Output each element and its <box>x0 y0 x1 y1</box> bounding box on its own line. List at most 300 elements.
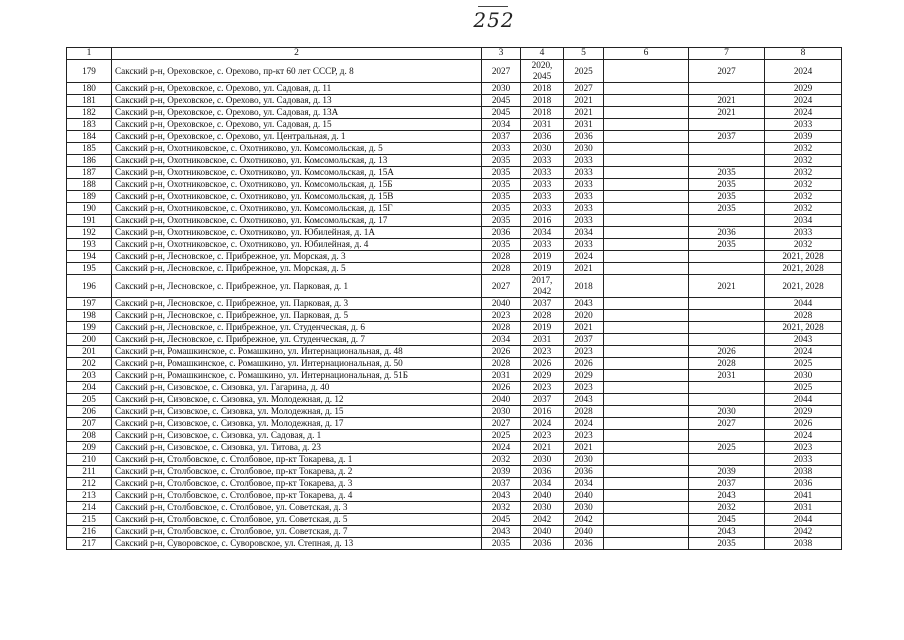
row-number: 206 <box>67 406 112 418</box>
table-row <box>67 514 842 526</box>
row-number: 183 <box>67 119 112 131</box>
col7-cell <box>689 454 765 466</box>
table-row <box>67 119 842 131</box>
col6-cell <box>604 382 689 394</box>
col8-cell: 2024 <box>765 107 842 119</box>
col3-cell: 2028 <box>482 263 521 275</box>
col8-cell: 2032 <box>765 143 842 155</box>
row-number: 188 <box>67 179 112 191</box>
col5-cell: 2034 <box>564 478 604 490</box>
col3-cell: 2045 <box>482 95 521 107</box>
col-header-7: 7 <box>689 48 765 60</box>
col6-cell <box>604 251 689 263</box>
col3-cell: 2028 <box>482 251 521 263</box>
col5-cell: 2033 <box>564 167 604 179</box>
col8-cell: 2032 <box>765 155 842 167</box>
col7-cell: 2028 <box>689 358 765 370</box>
col-header-5: 5 <box>564 48 604 60</box>
address-cell: Сакский р-н, Ромашкинское, с. Ромашкино, ул. Интернациональная, д. 48 <box>112 346 482 358</box>
col4-cell: 2019 <box>521 263 564 275</box>
col5-cell: 2033 <box>564 203 604 215</box>
col5-cell: 2033 <box>564 155 604 167</box>
col3-cell: 2026 <box>482 346 521 358</box>
col6-cell <box>604 454 689 466</box>
table-row <box>67 346 842 358</box>
col7-cell: 2035 <box>689 203 765 215</box>
col5-cell: 2021 <box>564 442 604 454</box>
col3-cell: 2028 <box>482 358 521 370</box>
col3-cell: 2035 <box>482 215 521 227</box>
address-cell: Сакский р-н, Охотниковское, с. Охотниково, ул. Юбилейная, д. 1А <box>112 227 482 239</box>
col8-cell: 2024 <box>765 346 842 358</box>
address-cell: Сакский р-н, Охотниковское, с. Охотниково, ул. Комсомольская, д. 15Б <box>112 179 482 191</box>
table-row <box>67 275 842 298</box>
table-row <box>67 310 842 322</box>
col5-cell: 2027 <box>564 83 604 95</box>
col4-cell: 2036 <box>521 131 564 143</box>
col3-cell: 2040 <box>482 298 521 310</box>
table-row <box>67 263 842 275</box>
col4-cell: 2033 <box>521 179 564 191</box>
col3-cell: 2039 <box>482 466 521 478</box>
address-cell: Сакский р-н, Ореховское, с. Орехово, ул. Садовая, д. 13 <box>112 95 482 107</box>
row-number: 205 <box>67 394 112 406</box>
col6-cell <box>604 155 689 167</box>
address-cell: Сакский р-н, Сизовское, с. Сизовка, ул. Титова, д. 23 <box>112 442 482 454</box>
col8-cell: 2042 <box>765 526 842 538</box>
col4-cell: 2021 <box>521 442 564 454</box>
table-row <box>67 502 842 514</box>
table-row <box>67 203 842 215</box>
col3-cell: 2025 <box>482 430 521 442</box>
col3-cell: 2043 <box>482 490 521 502</box>
address-cell: Сакский р-н, Сизовское, с. Сизовка, ул. Гагарина, д. 40 <box>112 382 482 394</box>
col5-cell: 2023 <box>564 346 604 358</box>
col8-cell: 2036 <box>765 478 842 490</box>
col6-cell <box>604 107 689 119</box>
col8-cell: 2021, 2028 <box>765 251 842 263</box>
row-number: 208 <box>67 430 112 442</box>
col7-cell: 2045 <box>689 514 765 526</box>
col8-cell: 2038 <box>765 466 842 478</box>
col6-cell <box>604 119 689 131</box>
col4-cell: 2023 <box>521 430 564 442</box>
col7-cell: 2031 <box>689 370 765 382</box>
col8-cell: 2029 <box>765 83 842 95</box>
table-row <box>67 167 842 179</box>
row-number: 189 <box>67 191 112 203</box>
col5-cell: 2021 <box>564 107 604 119</box>
address-cell: Сакский р-н, Столбовское, с. Столбовое, ул. Советская, д. 3 <box>112 502 482 514</box>
col8-cell: 2024 <box>765 95 842 107</box>
col6-cell <box>604 442 689 454</box>
col7-cell <box>689 298 765 310</box>
address-cell: Сакский р-н, Ореховское, с. Орехово, ул. Садовая, д. 11 <box>112 83 482 95</box>
col-header-4: 4 <box>521 48 564 60</box>
col6-cell <box>604 514 689 526</box>
row-number: 213 <box>67 490 112 502</box>
col8-cell: 2033 <box>765 454 842 466</box>
col8-cell: 2043 <box>765 334 842 346</box>
col6-cell <box>604 466 689 478</box>
table-row <box>67 155 842 167</box>
table-body <box>67 60 842 550</box>
address-cell: Сакский р-н, Ореховское, с. Орехово, пр-кт 60 лет СССР, д. 8 <box>112 60 482 83</box>
col3-cell: 2035 <box>482 538 521 550</box>
col6-cell <box>604 215 689 227</box>
col7-cell <box>689 155 765 167</box>
row-number: 196 <box>67 275 112 298</box>
col6-cell <box>604 346 689 358</box>
col4-cell: 2024 <box>521 418 564 430</box>
col6-cell <box>604 227 689 239</box>
col7-cell <box>689 310 765 322</box>
address-cell: Сакский р-н, Охотниковское, с. Охотниково, ул. Комсомольская, д. 15А <box>112 167 482 179</box>
data-table <box>66 47 842 550</box>
col6-cell <box>604 322 689 334</box>
col7-cell: 2021 <box>689 107 765 119</box>
col4-cell: 2019 <box>521 322 564 334</box>
row-number: 207 <box>67 418 112 430</box>
col3-cell: 2032 <box>482 454 521 466</box>
col8-cell: 2029 <box>765 406 842 418</box>
col8-cell: 2024 <box>765 60 842 83</box>
col5-cell: 2036 <box>564 538 604 550</box>
col7-cell <box>689 215 765 227</box>
col6-cell <box>604 370 689 382</box>
col3-cell: 2037 <box>482 478 521 490</box>
address-cell: Сакский р-н, Сизовское, с. Сизовка, ул. Молодежная, д. 12 <box>112 394 482 406</box>
col7-cell: 2043 <box>689 490 765 502</box>
col7-cell: 2037 <box>689 131 765 143</box>
row-number: 197 <box>67 298 112 310</box>
address-cell: Сакский р-н, Охотниковское, с. Охотниково, ул. Комсомольская, д. 13 <box>112 155 482 167</box>
col6-cell <box>604 478 689 490</box>
address-cell: Сакский р-н, Лесновское, с. Прибрежное, ул. Парковая, д. 3 <box>112 298 482 310</box>
col5-cell: 2033 <box>564 215 604 227</box>
col5-cell: 2043 <box>564 394 604 406</box>
col6-cell <box>604 167 689 179</box>
col4-cell: 2016 <box>521 215 564 227</box>
col5-cell: 2033 <box>564 179 604 191</box>
row-number: 192 <box>67 227 112 239</box>
table-row <box>67 430 842 442</box>
col3-cell: 2035 <box>482 191 521 203</box>
col8-cell: 2025 <box>765 382 842 394</box>
col3-cell: 2035 <box>482 167 521 179</box>
col4-cell: 2030 <box>521 502 564 514</box>
col3-cell: 2032 <box>482 502 521 514</box>
col8-cell: 2031 <box>765 502 842 514</box>
col6-cell <box>604 143 689 155</box>
col8-cell: 2024 <box>765 430 842 442</box>
table-row <box>67 538 842 550</box>
col3-cell: 2031 <box>482 370 521 382</box>
table-row <box>67 251 842 263</box>
address-cell: Сакский р-н, Охотниковское, с. Охотниково, ул. Юбилейная, д. 4 <box>112 239 482 251</box>
page-mark-dashes <box>478 6 508 7</box>
col6-cell <box>604 502 689 514</box>
col8-cell: 2025 <box>765 358 842 370</box>
col3-cell: 2035 <box>482 239 521 251</box>
col4-cell: 2023 <box>521 382 564 394</box>
col5-cell: 2023 <box>564 430 604 442</box>
col7-cell <box>689 143 765 155</box>
col7-cell: 2021 <box>689 275 765 298</box>
col5-cell: 2034 <box>564 227 604 239</box>
col6-cell <box>604 394 689 406</box>
col6-cell <box>604 83 689 95</box>
col4-cell: 2042 <box>521 514 564 526</box>
table-row <box>67 215 842 227</box>
col-header-1: 1 <box>67 48 112 60</box>
col4-cell: 2036 <box>521 466 564 478</box>
row-number: 181 <box>67 95 112 107</box>
col4-cell: 2028 <box>521 310 564 322</box>
col4-cell: 2030 <box>521 454 564 466</box>
col8-cell: 2039 <box>765 131 842 143</box>
row-number: 190 <box>67 203 112 215</box>
col3-cell: 2027 <box>482 418 521 430</box>
col5-cell: 2036 <box>564 466 604 478</box>
col4-cell: 2031 <box>521 334 564 346</box>
col6-cell <box>604 95 689 107</box>
col3-cell: 2034 <box>482 119 521 131</box>
col8-cell: 2033 <box>765 227 842 239</box>
address-cell: Сакский р-н, Ромашкинское, с. Ромашкино, ул. Интернациональная, д. 50 <box>112 358 482 370</box>
row-number: 215 <box>67 514 112 526</box>
col3-cell: 2030 <box>482 83 521 95</box>
row-number: 184 <box>67 131 112 143</box>
col5-cell: 2020 <box>564 310 604 322</box>
col5-cell: 2042 <box>564 514 604 526</box>
col7-cell <box>689 430 765 442</box>
row-number: 187 <box>67 167 112 179</box>
col4-cell: 2019 <box>521 251 564 263</box>
col6-cell <box>604 430 689 442</box>
table-row <box>67 358 842 370</box>
table-row <box>67 406 842 418</box>
address-cell: Сакский р-н, Охотниковское, с. Охотниково, ул. Комсомольская, д. 15Г <box>112 203 482 215</box>
table-row <box>67 298 842 310</box>
col6-cell <box>604 263 689 275</box>
address-cell: Сакский р-н, Лесновское, с. Прибрежное, ул. Морская, д. 5 <box>112 263 482 275</box>
row-number: 211 <box>67 466 112 478</box>
address-cell: Сакский р-н, Столбовское, с. Столбовое, пр-кт Токарева, д. 1 <box>112 454 482 466</box>
col4-cell: 2033 <box>521 191 564 203</box>
col8-cell: 2032 <box>765 203 842 215</box>
col4-cell: 2034 <box>521 478 564 490</box>
address-cell: Сакский р-н, Ромашкинское, с. Ромашкино, ул. Интернациональная, д. 51Б <box>112 370 482 382</box>
col5-cell: 2031 <box>564 119 604 131</box>
col4-cell: 2023 <box>521 346 564 358</box>
col-header-2: 2 <box>112 48 482 60</box>
row-number: 193 <box>67 239 112 251</box>
address-cell: Сакский р-н, Охотниковское, с. Охотниково, ул. Комсомольская, д. 17 <box>112 215 482 227</box>
col5-cell: 2025 <box>564 60 604 83</box>
table-row <box>67 107 842 119</box>
row-number: 202 <box>67 358 112 370</box>
col3-cell: 2024 <box>482 442 521 454</box>
address-cell: Сакский р-н, Сизовское, с. Сизовка, ул. Молодежная, д. 17 <box>112 418 482 430</box>
table-row <box>67 95 842 107</box>
col7-cell: 2027 <box>689 418 765 430</box>
col8-cell: 2044 <box>765 394 842 406</box>
col4-cell: 2033 <box>521 167 564 179</box>
address-cell: Сакский р-н, Суворовское, с. Суворовское, ул. Степная, д. 13 <box>112 538 482 550</box>
address-cell: Сакский р-н, Столбовское, с. Столбовое, пр-кт Токарева, д. 4 <box>112 490 482 502</box>
col6-cell <box>604 275 689 298</box>
col8-cell: 2034 <box>765 215 842 227</box>
col5-cell: 2030 <box>564 454 604 466</box>
col7-cell: 2035 <box>689 167 765 179</box>
row-number: 179 <box>67 60 112 83</box>
col5-cell: 2037 <box>564 334 604 346</box>
address-cell: Сакский р-н, Сизовское, с. Сизовка, ул. Молодежная, д. 15 <box>112 406 482 418</box>
col4-cell: 2031 <box>521 119 564 131</box>
table-row <box>67 370 842 382</box>
col4-cell: 2033 <box>521 239 564 251</box>
col4-cell: 2026 <box>521 358 564 370</box>
row-number: 201 <box>67 346 112 358</box>
col8-cell: 2023 <box>765 442 842 454</box>
col4-cell: 2018 <box>521 95 564 107</box>
col4-cell: 2033 <box>521 155 564 167</box>
col7-cell <box>689 394 765 406</box>
col4-cell: 2020, 2045 <box>521 60 564 83</box>
col8-cell: 2044 <box>765 298 842 310</box>
col3-cell: 2036 <box>482 227 521 239</box>
col7-cell: 2035 <box>689 239 765 251</box>
col6-cell <box>604 418 689 430</box>
col5-cell: 2024 <box>564 418 604 430</box>
row-number: 182 <box>67 107 112 119</box>
col4-cell: 2017, 2042 <box>521 275 564 298</box>
col6-cell <box>604 203 689 215</box>
header-row <box>67 48 842 60</box>
col6-cell <box>604 334 689 346</box>
col4-cell: 2040 <box>521 490 564 502</box>
table-row <box>67 239 842 251</box>
col5-cell: 2040 <box>564 526 604 538</box>
row-number: 195 <box>67 263 112 275</box>
col7-cell: 2021 <box>689 95 765 107</box>
col7-cell: 2035 <box>689 538 765 550</box>
address-cell: Сакский р-н, Охотниковское, с. Охотниково, ул. Комсомольская, д. 5 <box>112 143 482 155</box>
address-cell: Сакский р-н, Лесновское, с. Прибрежное, ул. Парковая, д. 1 <box>112 275 482 298</box>
col6-cell <box>604 179 689 191</box>
col3-cell: 2037 <box>482 131 521 143</box>
col4-cell: 2040 <box>521 526 564 538</box>
address-cell: Сакский р-н, Лесновское, с. Прибрежное, ул. Студенческая, д. 7 <box>112 334 482 346</box>
row-number: 214 <box>67 502 112 514</box>
col7-cell <box>689 119 765 131</box>
col3-cell: 2035 <box>482 179 521 191</box>
col3-cell: 2026 <box>482 382 521 394</box>
col7-cell: 2037 <box>689 478 765 490</box>
address-cell: Сакский р-н, Ореховское, с. Орехово, ул. Центральная, д. 1 <box>112 131 482 143</box>
col5-cell: 2030 <box>564 143 604 155</box>
table-row <box>67 334 842 346</box>
col7-cell: 2025 <box>689 442 765 454</box>
row-number: 194 <box>67 251 112 263</box>
address-cell: Сакский р-н, Лесновское, с. Прибрежное, ул. Студенческая, д. 6 <box>112 322 482 334</box>
row-number: 210 <box>67 454 112 466</box>
col8-cell: 2032 <box>765 191 842 203</box>
col5-cell: 2024 <box>564 251 604 263</box>
row-number: 198 <box>67 310 112 322</box>
col5-cell: 2021 <box>564 95 604 107</box>
col8-cell: 2032 <box>765 167 842 179</box>
col6-cell <box>604 239 689 251</box>
col3-cell: 2027 <box>482 275 521 298</box>
col3-cell: 2027 <box>482 60 521 83</box>
row-number: 216 <box>67 526 112 538</box>
col3-cell: 2030 <box>482 406 521 418</box>
table-row <box>67 322 842 334</box>
col5-cell: 2033 <box>564 239 604 251</box>
col6-cell <box>604 310 689 322</box>
table-row <box>67 526 842 538</box>
col3-cell: 2040 <box>482 394 521 406</box>
col7-cell <box>689 83 765 95</box>
col6-cell <box>604 538 689 550</box>
col8-cell: 2021, 2028 <box>765 263 842 275</box>
col7-cell <box>689 263 765 275</box>
col3-cell: 2023 <box>482 310 521 322</box>
row-number: 217 <box>67 538 112 550</box>
col8-cell: 2044 <box>765 514 842 526</box>
col8-cell: 2033 <box>765 119 842 131</box>
address-cell: Сакский р-н, Лесновское, с. Прибрежное, ул. Морская, д. 3 <box>112 251 482 263</box>
col7-cell: 2039 <box>689 466 765 478</box>
col3-cell: 2045 <box>482 107 521 119</box>
table-row <box>67 143 842 155</box>
col7-cell: 2035 <box>689 191 765 203</box>
col7-cell: 2032 <box>689 502 765 514</box>
table-row <box>67 382 842 394</box>
col5-cell: 2018 <box>564 275 604 298</box>
col5-cell: 2036 <box>564 131 604 143</box>
address-cell: Сакский р-н, Охотниковское, с. Охотниково, ул. Комсомольская, д. 15В <box>112 191 482 203</box>
row-number: 199 <box>67 322 112 334</box>
col7-cell <box>689 251 765 263</box>
col6-cell <box>604 490 689 502</box>
col3-cell: 2035 <box>482 203 521 215</box>
row-number: 200 <box>67 334 112 346</box>
row-number: 180 <box>67 83 112 95</box>
col4-cell: 2033 <box>521 203 564 215</box>
col7-cell <box>689 382 765 394</box>
col4-cell: 2030 <box>521 143 564 155</box>
row-number: 185 <box>67 143 112 155</box>
col5-cell: 2021 <box>564 263 604 275</box>
table-row <box>67 454 842 466</box>
table-row <box>67 227 842 239</box>
col5-cell: 2029 <box>564 370 604 382</box>
address-cell: Сакский р-н, Столбовское, с. Столбовое, ул. Советская, д. 5 <box>112 514 482 526</box>
col5-cell: 2023 <box>564 382 604 394</box>
col3-cell: 2033 <box>482 143 521 155</box>
col6-cell <box>604 298 689 310</box>
page-number: 252 <box>473 8 515 32</box>
col6-cell <box>604 406 689 418</box>
col3-cell: 2045 <box>482 514 521 526</box>
col4-cell: 2029 <box>521 370 564 382</box>
row-number: 186 <box>67 155 112 167</box>
row-number: 203 <box>67 370 112 382</box>
table-row <box>67 418 842 430</box>
